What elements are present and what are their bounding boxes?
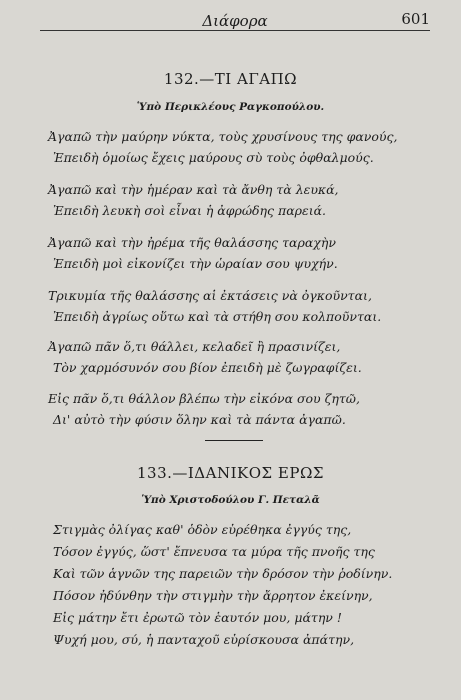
poem-line: Τρικυμία τῆς θαλάσσης αἱ ἐκτάσεις νὰ ὀγκοῦνται, (48, 288, 372, 303)
poem-line: Τὸν χαρμόσυνόν σου βίον ἐπειδὴ μὲ ζωγραφίζει. (53, 360, 362, 375)
poem-author-133: Ὑπὸ Χριστοδούλου Γ. Πεταλᾶ (141, 494, 320, 506)
poem-line: Εἰς πᾶν ὅ,τι θάλλον βλέπω τὴν εἰκόνα σου ζητῶ, (48, 391, 360, 406)
poem-author-132: Ὑπὸ Περικλέους Ραγκοπούλου. (136, 101, 325, 113)
section-divider (205, 440, 263, 441)
running-head (40, 10, 430, 31)
poem-line: Ἀγαπῶ καὶ τὴν ἡμέραν καὶ τὰ ἄνθη τὰ λευκά, (48, 182, 339, 197)
poem-line: Δι' αὐτὸ τὴν φύσιν ὅλην καὶ τὰ πάντα ἀγαπῶ. (53, 412, 346, 427)
poem-line: Ἐπειδὴ μοὶ εἰκονίζει τὴν ὡραίαν σου ψυχήν. (53, 256, 338, 271)
poem-line: Ἐπειδὴ ἀγρίως οὕτω καὶ τὰ στήθη σου κολποῦνται. (53, 309, 382, 324)
poem-line: Ἐπειδὴ ὁμοίως ἔχεις μαύρους σὺ τοὺς ὀφθαλμούς. (53, 150, 374, 165)
poem-line: Πόσον ἠδύνθην τὴν στιγμὴν τὴν ἄρρητον ἐκείνην, (53, 588, 373, 603)
poem-title-132: 132.—ΤΙ ΑΓΑΠΩ (163, 70, 298, 88)
poem-line: Στιγμὰς ὀλίγας καθ' ὁδὸν εὑρέθηκα ἐγγύς της, (53, 522, 352, 537)
page-number: 601 (401, 10, 430, 28)
poem-line: Τόσον ἐγγύς, ὥστ' ἔπνευσα τα μύρα τῆς πνοῆς της (53, 544, 375, 559)
poem-line: Ψυχή μου, σύ, ἡ πανταχοῦ εὑρίσκουσα ἀπάτην, (53, 632, 355, 647)
poem-line: Ἀγαπῶ τὴν μαύρην νύκτα, τοὺς χρυσίνους της φανούς, (48, 129, 398, 144)
poem-title-133: 133.—ΙΔΑΝΙΚΟΣ ΕΡΩΣ (136, 464, 324, 482)
running-head-title: Διάφορα (202, 12, 268, 30)
poem-line: Καὶ τῶν ἁγνῶν της παρειῶν τὴν δρόσον τὴν ῥοδίνην. (53, 566, 393, 581)
poem-line: Ἀγαπῶ πᾶν ὅ,τι θάλλει, κελαδεῖ ἢ πρασινίζει, (48, 339, 341, 354)
poem-line: Ἀγαπῶ καὶ τὴν ἠρέμα τῆς θαλάσσης ταραχὴν (48, 235, 336, 250)
poem-line: Ἐπειδὴ λευκὴ σοὶ εἶναι ἡ ἀφρώδης παρειά. (53, 203, 327, 218)
poem-line: Εἰς μάτην ἔτι ἐρωτῶ τὸν ἑαυτόν μου, μάτην ! (53, 610, 342, 625)
